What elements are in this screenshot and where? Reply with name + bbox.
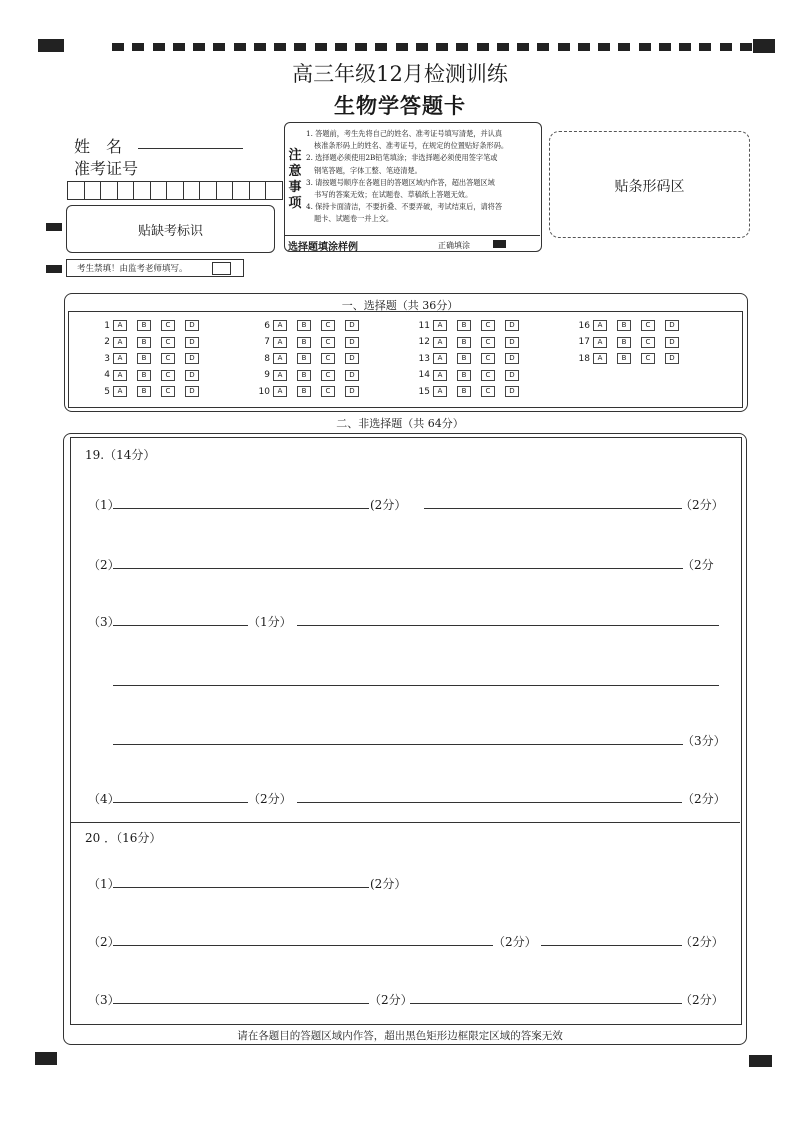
section1-title: 一、选择题（共 36分）	[341, 299, 459, 312]
q20-part3-label: （3）	[88, 993, 120, 1007]
sheet-subtitle: 生物学答题卡	[334, 93, 466, 118]
mc-option-b-bubble[interactable]: B	[457, 353, 471, 364]
answer-area-frame	[70, 437, 742, 1025]
q19-part4-score-b: （2分）	[682, 792, 726, 806]
mc-option-c-bubble[interactable]: C	[641, 320, 655, 331]
exam-number-boxes[interactable]	[67, 181, 282, 200]
q19-part3-score-a: （1分）	[248, 615, 292, 629]
mc-question-number: 13	[418, 353, 430, 364]
mc-question-number: 6	[264, 320, 270, 331]
mc-option-d-bubble[interactable]: D	[185, 353, 199, 364]
mc-option-b-bubble[interactable]: B	[297, 353, 311, 364]
mc-option-b-bubble[interactable]: B	[137, 320, 151, 331]
mc-option-c-bubble[interactable]: C	[161, 386, 175, 397]
side-mark-2	[46, 265, 62, 273]
mc-question-7	[248, 337, 369, 348]
q20-part2-score-b: （2分）	[680, 935, 724, 949]
mc-option-b-bubble[interactable]: B	[297, 370, 311, 381]
mc-question-number: 17	[578, 337, 590, 347]
mc-option-c-bubble[interactable]: C	[161, 370, 175, 381]
absence-sticker-box	[66, 205, 275, 253]
mc-option-a-bubble[interactable]: A	[113, 320, 127, 331]
mc-option-c-bubble[interactable]: C	[161, 337, 175, 348]
mc-question-number: 4	[104, 370, 110, 380]
registration-mark-top-left	[38, 39, 64, 52]
section2-title: 二、非选择题（共 64分）	[336, 417, 464, 430]
q19-part1-label: （1）	[88, 498, 120, 512]
q20-part1-label: （1）	[88, 877, 120, 891]
q20-part1-score: (2分）	[370, 877, 407, 891]
mc-question-13	[408, 353, 529, 364]
q19-title: 19.（14分）	[85, 448, 156, 462]
mc-option-b-bubble[interactable]: B	[457, 337, 471, 348]
mc-question-number: 3	[104, 353, 110, 364]
mc-option-b-bubble[interactable]: B	[457, 386, 471, 397]
barcode-area-label: 贴条形码区	[614, 179, 685, 195]
q20-title: 20 ．（16分）	[85, 831, 162, 845]
timing-marks	[112, 43, 752, 51]
mc-option-a-bubble[interactable]: A	[433, 353, 447, 364]
mc-option-b-bubble[interactable]: B	[137, 386, 151, 397]
mc-option-c-bubble[interactable]: C	[161, 353, 175, 364]
name-field[interactable]	[138, 148, 243, 149]
mc-option-a-bubble[interactable]: A	[593, 337, 607, 348]
registration-mark-bottom-left	[35, 1052, 57, 1065]
notice-text: 1. 答题前，考生先将自己的姓名、准考证号填写清楚，并认真 核准条形码上的姓名、准考证号，在规定的位置贴好条形码。 2. 选择题必须使用2B铅笔填涂；非选择题必须使用签字笔或 钢笔答题，字体工整、笔迹清楚。 3. 请按题号顺序在各题目的答题区域内作答，超出答题区域 书写的答案无效；在试题卷、草稿纸上答题无效。 4. 保持卡面清洁，不要折叠、不要弄破，考试结束后，请将答 题卡、试题卷一并上交。	[306, 129, 509, 224]
mc-question-number: 18	[578, 353, 590, 364]
mc-option-c-bubble[interactable]: C	[641, 353, 655, 364]
notice-heading: 注意事项	[288, 148, 302, 211]
mc-option-b-bubble[interactable]: B	[617, 320, 631, 331]
mc-option-d-bubble[interactable]: D	[345, 320, 359, 331]
mc-question-2	[88, 337, 209, 348]
mc-question-number: 16	[578, 320, 590, 331]
mc-question-18	[568, 353, 689, 364]
notice-divider	[284, 235, 540, 236]
invigilator-note-box	[66, 259, 244, 277]
mc-question-14	[408, 370, 529, 381]
mc-question-1	[88, 320, 209, 331]
q20-part2-answer-b[interactable]	[541, 945, 682, 946]
mc-option-d-bubble[interactable]: D	[185, 370, 199, 381]
mc-option-d-bubble[interactable]: D	[665, 320, 679, 331]
mc-option-b-bubble[interactable]: B	[617, 337, 631, 348]
mc-option-b-bubble[interactable]: B	[137, 370, 151, 381]
side-mark-1	[46, 223, 62, 231]
mc-option-d-bubble[interactable]: D	[345, 353, 359, 364]
q20-part3-answer-b[interactable]	[410, 1003, 682, 1004]
mc-question-9	[248, 370, 369, 381]
mc-option-c-bubble[interactable]: C	[641, 337, 655, 348]
mc-option-a-bubble[interactable]: A	[273, 353, 287, 364]
mc-question-11	[408, 320, 529, 331]
invigilator-checkbox[interactable]	[212, 262, 231, 275]
mc-option-a-bubble[interactable]: A	[593, 320, 607, 331]
mc-option-c-bubble[interactable]: C	[321, 337, 335, 348]
mc-option-a-bubble[interactable]: A	[593, 353, 607, 364]
q19-part3-answer-a[interactable]	[113, 625, 248, 626]
mc-question-15	[408, 386, 529, 397]
mc-option-b-bubble[interactable]: B	[137, 337, 151, 348]
mc-question-number: 11	[418, 320, 430, 331]
mc-question-number: 12	[418, 337, 430, 347]
mc-option-d-bubble[interactable]: D	[665, 353, 679, 364]
mc-option-b-bubble[interactable]: B	[617, 353, 631, 364]
mc-question-6	[248, 320, 369, 331]
mc-question-number: 9	[264, 370, 270, 380]
mc-option-d-bubble[interactable]: D	[505, 386, 519, 397]
q19-part3-answer-c[interactable]	[113, 685, 719, 686]
q19-part3-score-b: （3分）	[682, 734, 726, 748]
mc-option-c-bubble[interactable]: C	[321, 370, 335, 381]
q19-part2-label: （2）	[88, 558, 120, 572]
invigilator-note: 考生禁填！由监考老师填写。	[77, 264, 188, 274]
q19-part1-answer-b[interactable]	[424, 508, 682, 509]
mc-option-a-bubble[interactable]: A	[113, 386, 127, 397]
mc-question-16	[568, 320, 689, 331]
q19-part1-score-b: （2分）	[680, 498, 724, 512]
q20-part1-answer[interactable]	[113, 887, 369, 888]
q19-part3-answer-b[interactable]	[297, 625, 719, 626]
mc-option-a-bubble[interactable]: A	[113, 353, 127, 364]
q20-part3-score-a: （2分）	[369, 993, 413, 1007]
mc-question-12	[408, 337, 529, 348]
question-divider	[70, 822, 740, 823]
q19-part4-answer-b[interactable]	[297, 802, 682, 803]
mc-option-a-bubble[interactable]: A	[273, 386, 287, 397]
mc-question-number: 2	[104, 337, 110, 347]
mc-option-a-bubble[interactable]: A	[433, 337, 447, 348]
q20-part2-score-a: （2分）	[493, 935, 537, 949]
correct-fill-label: 正确填涂	[438, 241, 470, 250]
q20-part2-label: （2）	[88, 935, 120, 949]
mc-option-d-bubble[interactable]: D	[185, 320, 199, 331]
mc-option-b-bubble[interactable]: B	[297, 320, 311, 331]
mc-option-a-bubble[interactable]: A	[113, 337, 127, 348]
mc-option-c-bubble[interactable]: C	[481, 337, 495, 348]
q20-part3-score-b: （2分）	[680, 993, 724, 1007]
q19-part3-answer-d[interactable]	[113, 744, 683, 745]
q19-part4-label: （4）	[88, 792, 120, 806]
q19-part3-label: （3）	[88, 615, 120, 629]
mc-question-5	[88, 386, 209, 397]
mc-option-d-bubble[interactable]: D	[505, 370, 519, 381]
footer-note: 请在各题目的答题区域内作答，超出黑色矩形边框限定区域的答案无效	[237, 1030, 563, 1042]
mc-question-number: 14	[418, 370, 430, 380]
q19-part4-answer-a[interactable]	[113, 802, 248, 803]
mc-question-17	[568, 337, 689, 348]
mc-option-c-bubble[interactable]: C	[321, 353, 335, 364]
mc-option-c-bubble[interactable]: C	[481, 320, 495, 331]
mc-option-d-bubble[interactable]: D	[665, 337, 679, 348]
mc-option-c-bubble[interactable]: C	[481, 370, 495, 381]
mc-option-d-bubble[interactable]: D	[345, 370, 359, 381]
q19-part4-score-a: （2分）	[248, 792, 292, 806]
mc-option-d-bubble[interactable]: D	[345, 337, 359, 348]
name-label: 姓 名	[74, 137, 123, 156]
q19-part1-score-a: (2分）	[370, 498, 407, 512]
registration-mark-bottom-right	[749, 1055, 772, 1067]
mc-question-number: 1	[104, 320, 110, 331]
mc-option-c-bubble[interactable]: C	[321, 386, 335, 397]
mc-question-10	[248, 386, 369, 397]
mc-option-c-bubble[interactable]: C	[161, 320, 175, 331]
mc-option-c-bubble[interactable]: C	[481, 353, 495, 364]
mc-option-a-bubble[interactable]: A	[433, 386, 447, 397]
mc-option-d-bubble[interactable]: D	[185, 386, 199, 397]
mc-option-a-bubble[interactable]: A	[273, 337, 287, 348]
mc-option-a-bubble[interactable]: A	[273, 320, 287, 331]
q19-part2-answer[interactable]	[113, 568, 683, 569]
mc-question-number: 15	[418, 386, 430, 397]
mc-option-d-bubble[interactable]: D	[185, 337, 199, 348]
mc-question-number: 8	[264, 353, 270, 364]
mc-option-b-bubble[interactable]: B	[297, 386, 311, 397]
q19-part1-answer-a[interactable]	[113, 508, 369, 509]
mc-option-b-bubble[interactable]: B	[137, 353, 151, 364]
mc-question-number: 7	[264, 337, 270, 347]
mc-option-d-bubble[interactable]: D	[345, 386, 359, 397]
exam-number-label: 准考证号	[74, 159, 139, 178]
q20-part3-answer-a[interactable]	[113, 1003, 369, 1004]
mc-question-8	[248, 353, 369, 364]
mc-option-a-bubble[interactable]: A	[433, 370, 447, 381]
mc-option-b-bubble[interactable]: B	[297, 337, 311, 348]
mc-option-c-bubble[interactable]: C	[481, 386, 495, 397]
q20-part2-answer-a[interactable]	[113, 945, 493, 946]
correct-fill-example	[493, 240, 506, 248]
mc-option-d-bubble[interactable]: D	[505, 320, 519, 331]
q19-part2-score: （2分	[682, 558, 714, 572]
mc-option-b-bubble[interactable]: B	[457, 320, 471, 331]
mc-option-b-bubble[interactable]: B	[457, 370, 471, 381]
sheet-title: 高三年级12月检测训练	[292, 62, 508, 86]
mc-option-d-bubble[interactable]: D	[505, 353, 519, 364]
fill-sample-label: 选择题填涂样例	[288, 242, 358, 253]
mc-option-d-bubble[interactable]: D	[505, 337, 519, 348]
mc-question-3	[88, 353, 209, 364]
absence-sticker-label: 贴缺考标识	[137, 224, 203, 239]
mc-question-number: 5	[104, 386, 110, 397]
registration-mark-top-right	[753, 39, 775, 53]
mc-option-c-bubble[interactable]: C	[321, 320, 335, 331]
mc-question-4	[88, 370, 209, 381]
mc-option-a-bubble[interactable]: A	[433, 320, 447, 331]
mc-question-number: 10	[258, 386, 270, 397]
mc-option-a-bubble[interactable]: A	[113, 370, 127, 381]
mc-option-a-bubble[interactable]: A	[273, 370, 287, 381]
barcode-area	[549, 131, 750, 238]
